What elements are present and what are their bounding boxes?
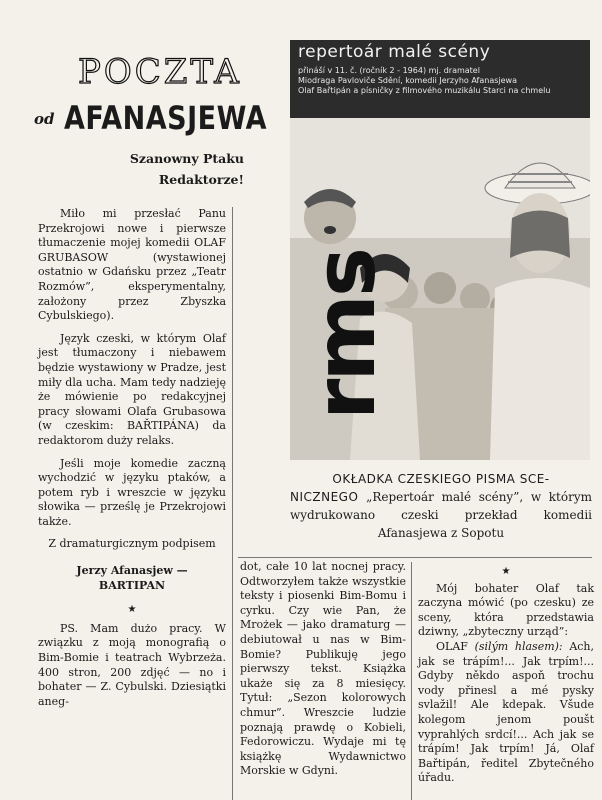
cover-subtitle-line: Olaf Bařtipán a písničky z filmového muzikálu Starci na chmelu (298, 86, 551, 95)
signature-intro: Z dramaturgicznym podpisem (48, 537, 216, 551)
stage-direction: (silým hlasem): (474, 639, 563, 653)
cover-subtitle-line: Miodraga Pavloviče Sdění, komedii Jerzyho Afanasjewa (298, 76, 517, 85)
salutation (84, 148, 244, 190)
middle-column (240, 560, 406, 779)
postscript: PS. Mam dużo pracy. W związku z moją monografią o Bim-Bomie i teatrach Wybrzeża. 400 stron, 200 zdjęć — no i bohater — Z. Cybulski. Dziesiątki aneg- (38, 621, 226, 708)
salutation-line-1: Szanowny Ptaku (129, 151, 244, 166)
speech-text: Ach, jak se trápím!... Jak trpím!... Gdyby někdo aspoň trochu vody přinesl a mé pysky svlažil! Ale kdepak. Všude kolegom jenom poušt vyprahlých srdcí!... Ach jak se trápím! Jak trpím! Já, Olaf Bařtipán, ředitel Zbytečného úřadu. (418, 639, 595, 785)
signature (38, 564, 226, 593)
poczta-heading: POCZTA (78, 52, 242, 92)
cover-caption (290, 470, 592, 542)
column-divider (232, 207, 233, 800)
cover-logo: rms (296, 250, 394, 420)
heading-od: od (34, 110, 55, 128)
caption-line-1: OKŁADKA CZESKIEGO PISMA SCE- (332, 472, 550, 486)
cover-title: repertoár malé scény (298, 42, 491, 62)
letter-paragraph: Jeśli moje komedie zaczną wychodzić w języku ptaków, a potem ryb i wreszcie w języku słowika — prześlę je Przekrojowi także. (38, 456, 226, 528)
right-intro: Mój bohater Olaf tak zaczyna mówić (po czesku) ze sceny, która przedstawia dziwny, „zbyteczny urząd”: (418, 581, 594, 639)
salutation-line-2: Redaktorze! (158, 172, 244, 187)
magazine-cover (290, 40, 590, 460)
letter-paragraph: Miło mi przesłać Panu Przekrojowi nowe i pierwsze tłumaczenie mojej komedii OLAF GRUBASOW (wystawionej ostatnio w Gdańsku przez „Teatr Rozmów”, eksperymentalny, założony przez Zbyszka Cybulskiego). (38, 207, 226, 323)
speaker-name: OLAF (436, 639, 468, 653)
star-separator: ★ (501, 566, 511, 577)
letter-paragraph: Język czeski, w którym Olaf jest tłumaczony i niebawem będzie wystawiony w Pradze, jest miły dla ucha. Mam tedy nadzieję że mówienie po redakcyjnej pracy słowami Olafa Grubasowa (w czeskim: BAŘTIPÁNA) da redaktorom duży relaks. (38, 331, 226, 447)
middle-paragraph: dot, całe 10 lat nocnej pracy. Odtworzyłem także wszystkie teksty i piosenki Bim-Bomu i cyrku. Czy wie Pan, że Mrożek — jako dramaturg — debiutował u nas w Bim-Bomie? Publikuję jego pierwszy tekst. Książka ukaże się za 8 miesięcy. Tytuł: „Sezon kolorowych chmur”. Wreszcie ludzie poznają prawdę o Kobieli, Fedorowiczu. Wydaje mi tę książkę Wydawnictwo Morskie w Gdyni. (240, 560, 406, 778)
caption-rest: „Repertoár malé scény”, w którym wydrukowano czeski przekład komedii Afanasjewa z Sopotu (290, 490, 592, 540)
cover-header-band (290, 40, 590, 118)
dialogue (418, 640, 594, 786)
horizontal-rule (238, 557, 592, 558)
signature-line-2: BARTIPAN (98, 578, 166, 592)
cover-subtitle (298, 66, 586, 96)
right-column (418, 565, 594, 786)
column-divider (411, 562, 412, 800)
signature-line-1: Jerzy Afanasjew — (76, 564, 188, 578)
cover-subtitle-line: přináší v 11. č. (ročník 2 - 1964) mj. dramatel (298, 66, 480, 75)
star-separator: ★ (127, 604, 137, 616)
heading-author: AFANASJEWA (64, 100, 268, 138)
caption-caps: NICZNEGO (290, 490, 359, 504)
letter-column (38, 207, 226, 717)
